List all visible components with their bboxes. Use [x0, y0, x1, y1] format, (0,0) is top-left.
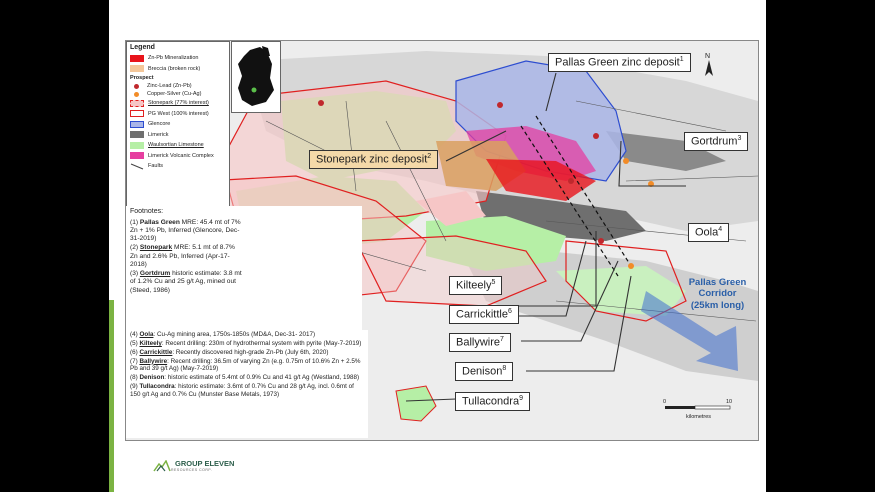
footnote-num: (2): [130, 244, 140, 252]
footnote-key: Carrickittle: [139, 348, 173, 356]
corridor-label-line: Corridor: [698, 288, 737, 300]
footnote-num: (6): [130, 348, 140, 356]
logo-mountain-icon: [153, 460, 171, 472]
footnote-5: [130, 340, 364, 348]
legend-swatch: [130, 131, 144, 138]
prospect-zn-pb-dot: [318, 100, 324, 106]
footnote-9: [130, 383, 364, 399]
legend-label: Waulsortian Limestone: [148, 142, 204, 149]
scale-bar: [660, 399, 740, 432]
callout-sup: 1: [679, 56, 684, 63]
callout-label: Kilteely: [456, 279, 492, 292]
legend-item-stonepark: [130, 98, 226, 109]
callout-tullacondra: [455, 392, 530, 411]
footnote-num: (1): [130, 218, 140, 226]
footnote-8: [130, 374, 364, 382]
legend-item-breccia: [130, 64, 226, 75]
footnote-7: [130, 358, 364, 374]
callout-sup: 5: [491, 279, 496, 286]
footnote-text: : historic estimate: 3.6mt of 0.7% Cu and 28 g/t Ag, incl. 0.6mt of 150 g/t Ag and 0.7% Cu (Munster Base Metals, 1973): [130, 383, 354, 399]
callout-kilteely: [449, 276, 502, 295]
legend-swatch: [130, 110, 144, 117]
footnote-key: Ballywire: [139, 357, 168, 365]
callout-pallas-green: [548, 53, 691, 72]
prospect-zn-pb-dot: [593, 133, 599, 139]
corridor-label-line: (25km long): [690, 299, 745, 311]
footnote-key: Kilteely: [139, 339, 162, 347]
legend-swatch: [130, 152, 144, 159]
callout-label: Stonepark zinc deposit: [316, 153, 428, 166]
callout-sup: 9: [519, 395, 523, 402]
legend-item-faults: [130, 161, 226, 172]
logo-sub: RESOURCES CORP.: [171, 467, 213, 472]
prospect-zn-pb-dot: [568, 178, 574, 184]
footnote-4: [130, 331, 364, 339]
north-arrow-icon: [702, 50, 716, 80]
legend-label: Limerick Volcanic Complex: [148, 152, 214, 159]
footnote-num: (4): [130, 331, 140, 338]
callout-sup: 6: [507, 308, 512, 315]
callout-label: Oola: [695, 226, 719, 239]
callout-carrickittle: [449, 305, 519, 324]
legend-item-volcanic: [130, 151, 226, 162]
callout-gortdrum: [684, 132, 748, 151]
accent-bar: [109, 300, 114, 492]
logo-name: GROUP ELEVEN: [175, 459, 235, 469]
faults-icon: [130, 163, 144, 170]
legend-label: Zn-Pb Mineralization: [148, 55, 199, 62]
footnote-num: (3): [130, 270, 140, 278]
legend-label: Stonepark (77% interest): [148, 100, 209, 107]
footnote-text: historic estimate: 3.8 mt of 1.2% Cu and 25 g/t Ag, mined out (Steed, 1986): [130, 270, 242, 294]
legend-item-zn-pb: [130, 53, 226, 64]
legend-item-limerick: [130, 130, 226, 141]
callout-label: Carrickittle: [456, 308, 508, 321]
company-logo: [153, 460, 234, 472]
callout-sup: 2: [427, 153, 432, 160]
legend-swatch: [130, 100, 144, 107]
ireland-inset-map: [231, 41, 281, 113]
callout-sup: 3: [737, 135, 742, 142]
footnote-text: : Recent drilling: 36.5m of varying Zn (e.g. 0.75m of 10.6% Zn + 2.5% Pb and 39 g/t Ag) (May-7-2019): [130, 357, 361, 373]
footnotes-panel-continued: [126, 330, 368, 438]
callout-label: Ballywire: [456, 336, 501, 349]
footnote-num: (7): [130, 357, 140, 365]
callout-sup: 7: [500, 336, 504, 343]
footnote-text: : Recently discovered high-grade Zn-Pb (July 6th, 2020): [172, 348, 329, 356]
callout-sup: 8: [502, 365, 507, 372]
footnote-3: [130, 270, 242, 295]
callout-stonepark: [309, 150, 438, 169]
footnote-2: [130, 244, 242, 269]
legend-label: Zinc-Lead (Zn-Pb): [147, 83, 192, 89]
footnote-num: (5): [130, 339, 140, 347]
callout-oola: [688, 223, 729, 242]
legend-item-glencore: [130, 119, 226, 130]
footnote-key: Gortdrum: [139, 270, 171, 278]
footnote-key: Oola: [139, 331, 154, 338]
callout-label: Pallas Green zinc deposit: [555, 56, 680, 69]
callout-label: Gortdrum: [691, 135, 738, 148]
footnote-key: Pallas Green: [139, 218, 180, 226]
corridor-label: [670, 277, 765, 311]
scale-unit: kilometres: [686, 414, 712, 420]
footnote-num: (9): [130, 383, 140, 391]
prospect-zn-pb-dot: [497, 102, 503, 108]
map-legend: [126, 41, 230, 211]
legend-label: PG West (100% interest): [148, 110, 209, 117]
legend-swatch: [130, 65, 144, 72]
footnote-text: MRE: 5.1 mt of 8.7% Zn and 2.6% Pb, Inferred (Apr-17-2018): [130, 244, 235, 268]
legend-dot: [134, 92, 139, 97]
footnote-6: [130, 349, 364, 357]
prospect-cu-ag-dot: [623, 158, 629, 164]
corridor-label-line: Pallas Green: [688, 277, 747, 288]
legend-swatch: [130, 55, 144, 62]
footnote-text: : historic estimate of 5.4mt of 0.9% Cu and 41 g/t Ag (Westland, 1988): [164, 374, 360, 382]
callout-ballywire: [449, 333, 511, 352]
callout-label: Denison: [462, 365, 503, 378]
prospect-cu-ag-dot: [628, 263, 634, 269]
footnote-key: Denison: [139, 374, 165, 382]
footnote-text: : Recent drilling: 230m of hydrothermal system with pyrite (May-7-2019): [161, 339, 362, 347]
legend-label: Limerick: [148, 131, 169, 138]
callout-label: Tullacondra: [462, 395, 520, 408]
footnote-key: Tullacondra: [139, 383, 175, 391]
legend-title: Legend: [130, 44, 155, 51]
footnote-key: Stonepark: [139, 244, 173, 252]
legend-label: Glencore: [148, 121, 171, 128]
prospect-zn-pb-dot: [598, 238, 604, 244]
legend-label: Breccia (broken rock): [148, 65, 201, 72]
legend-prospect-title: Prospect: [130, 75, 154, 81]
legend-item-pg-west: [130, 109, 226, 120]
scale-zero: 0: [663, 399, 667, 405]
legend-label: Faults: [148, 163, 163, 170]
footnote-1: [130, 219, 242, 244]
legend-swatch: [130, 142, 144, 149]
footnote-text: MRE: 45.4 mt of 7% Zn + 1% Pb, Inferred (Glencore, Dec-31-2019): [130, 218, 241, 243]
legend-item-copper-silver: [130, 90, 226, 98]
callout-denison: [455, 362, 513, 381]
footnotes-title: Footnotes:: [130, 208, 164, 215]
legend-item-zinc-lead: [130, 82, 226, 90]
callout-sup: 4: [718, 226, 723, 233]
footnote-text: : Cu-Ag mining area, 1750s-1850s (MD&A, Dec-31- 2017): [153, 331, 316, 338]
footnote-num: (8): [130, 374, 140, 382]
scale-ten: 10: [726, 399, 733, 405]
legend-swatch: [130, 121, 144, 128]
legend-label: Copper-Silver (Cu-Ag): [147, 91, 202, 97]
legend-dot: [134, 84, 139, 89]
legend-item-waulsortian: [130, 140, 226, 151]
north-label: N: [705, 53, 711, 60]
